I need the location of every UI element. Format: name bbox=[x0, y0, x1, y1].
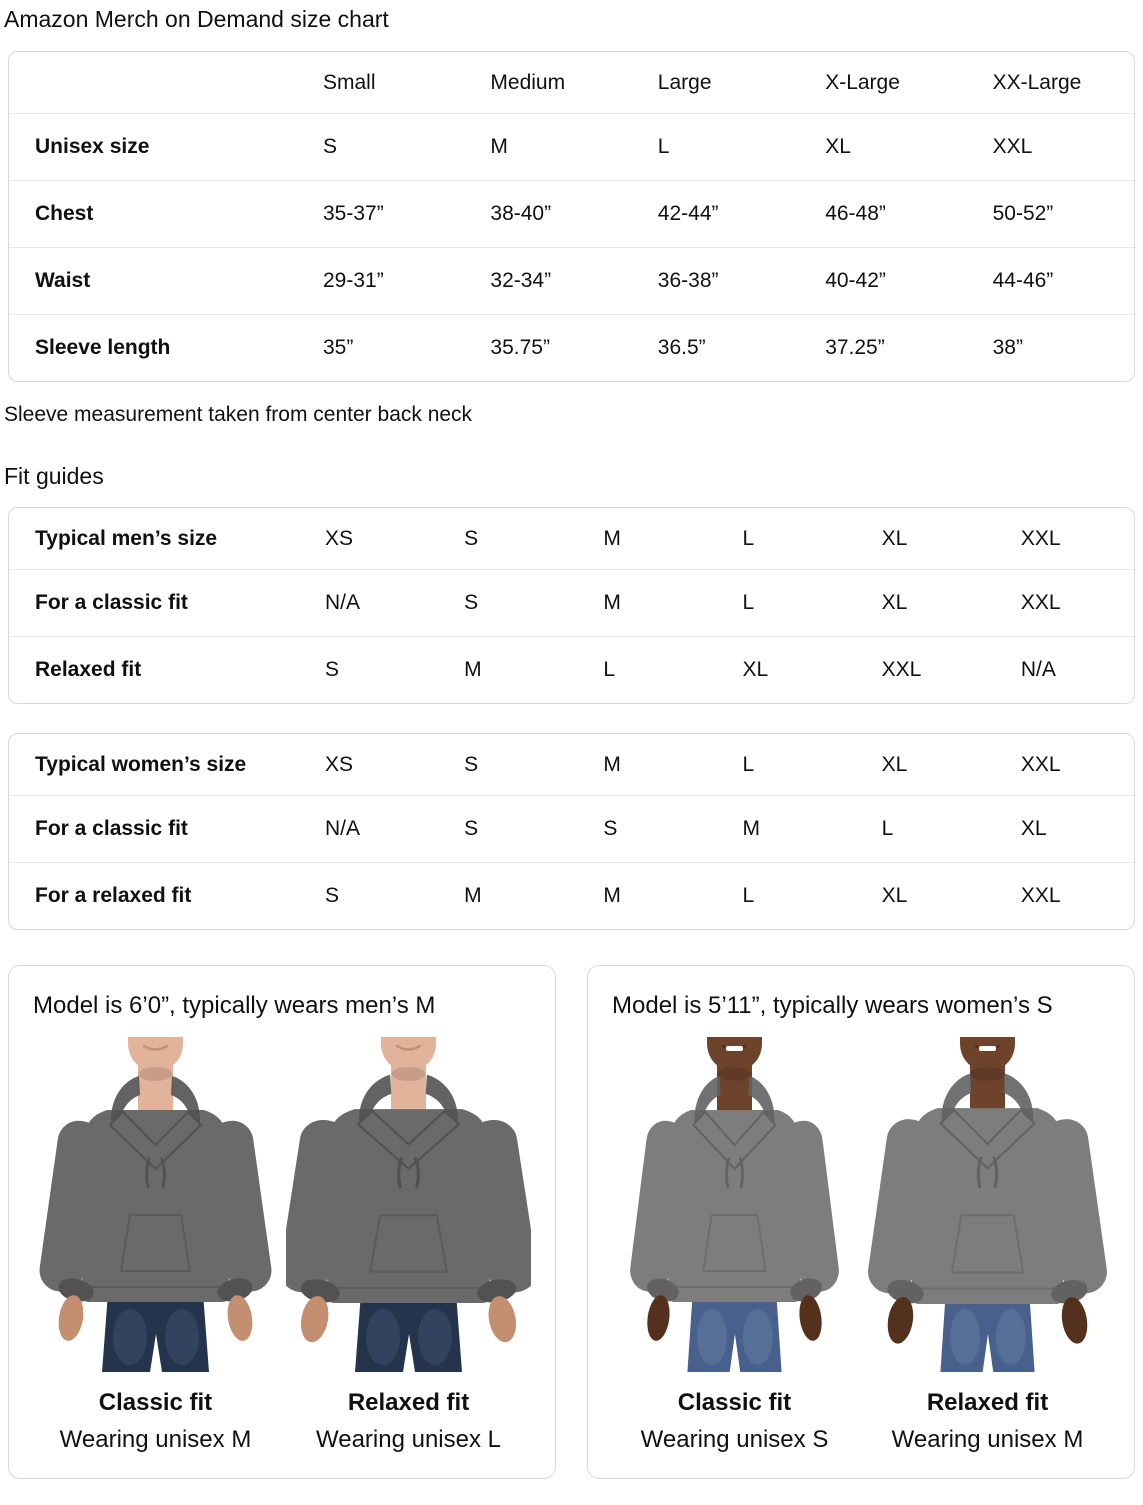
cell: XXL bbox=[1020, 752, 1061, 776]
table-row bbox=[9, 862, 1134, 929]
cell: L bbox=[881, 817, 894, 840]
cell: 38-40” bbox=[490, 202, 552, 225]
table-row bbox=[9, 180, 1134, 247]
cell: L bbox=[742, 526, 755, 550]
cell: XS bbox=[325, 526, 354, 550]
cell: XL bbox=[881, 526, 908, 550]
classic-fit-column bbox=[33, 1037, 278, 1454]
cell: L bbox=[742, 752, 755, 776]
cell: M bbox=[603, 526, 621, 550]
size-chart-page bbox=[0, 5, 1143, 1505]
cell: M bbox=[464, 884, 482, 907]
model-panels bbox=[8, 965, 1143, 1479]
row-label: Typical women’s size bbox=[35, 752, 247, 776]
fit-name: Relaxed fit bbox=[926, 1389, 1049, 1416]
cell: M bbox=[603, 884, 621, 907]
fit-wearing: Wearing unisex L bbox=[316, 1426, 501, 1453]
cell: N/A bbox=[325, 591, 361, 614]
table-row bbox=[9, 508, 1134, 569]
row-label: For a classic fit bbox=[35, 817, 188, 840]
column-header: XX-Large bbox=[992, 70, 1082, 94]
cell: S bbox=[464, 526, 479, 550]
fit-name: Classic fit bbox=[677, 1389, 792, 1416]
page-title: Amazon Merch on Demand size chart bbox=[4, 6, 389, 32]
cell: 35.75” bbox=[490, 336, 550, 359]
model-photo-women-relaxed bbox=[865, 1037, 1110, 1372]
cell: S bbox=[464, 752, 479, 776]
fit-guide-table-women bbox=[8, 733, 1135, 930]
cell: 50-52” bbox=[992, 202, 1054, 225]
table-row bbox=[9, 314, 1134, 381]
cell: 40-42” bbox=[825, 269, 886, 292]
cell: XXL bbox=[1020, 526, 1061, 550]
cell: M bbox=[603, 591, 621, 614]
cell: 38” bbox=[992, 336, 1023, 359]
cell: S bbox=[464, 591, 479, 614]
cell: XL bbox=[742, 658, 769, 681]
cell: L bbox=[742, 591, 755, 614]
model-photo-women-classic bbox=[612, 1037, 857, 1372]
cell: 29-31” bbox=[323, 269, 384, 292]
cell: N/A bbox=[325, 817, 361, 840]
table-row bbox=[9, 113, 1134, 180]
column-header: Small bbox=[323, 70, 376, 94]
cell: N/A bbox=[1020, 658, 1056, 681]
row-label: Sleeve length bbox=[35, 336, 171, 359]
cell: XL bbox=[825, 135, 851, 158]
cell: M bbox=[603, 752, 621, 776]
relaxed-fit-column bbox=[865, 1037, 1110, 1454]
cell: 35” bbox=[323, 336, 354, 359]
cell: S bbox=[325, 884, 340, 907]
cell: S bbox=[464, 817, 479, 840]
panel-title: Model is 5’11”, typically wears women’s S bbox=[612, 992, 1053, 1019]
cell: XS bbox=[325, 752, 354, 776]
cell: XL bbox=[881, 591, 908, 614]
model-photo-men-classic bbox=[33, 1037, 278, 1372]
panel-title: Model is 6’0”, typically wears men’s M bbox=[33, 992, 436, 1019]
classic-fit-column bbox=[612, 1037, 857, 1454]
cell: S bbox=[325, 658, 340, 681]
cell: L bbox=[657, 135, 670, 158]
sleeve-measurement-note: Sleeve measurement taken from center back neck bbox=[4, 403, 473, 426]
row-label: For a classic fit bbox=[35, 591, 188, 614]
fit-wearing: Wearing unisex M bbox=[59, 1426, 252, 1453]
row-label: Typical men’s size bbox=[35, 526, 218, 550]
column-header: Medium bbox=[490, 70, 566, 94]
row-label: Chest bbox=[35, 202, 94, 225]
cell: XL bbox=[881, 752, 908, 776]
model-panel-men bbox=[8, 965, 556, 1479]
row-label: Unisex size bbox=[35, 135, 150, 158]
fit-name: Classic fit bbox=[98, 1389, 213, 1416]
table-header-row bbox=[9, 52, 1134, 113]
cell: M bbox=[464, 658, 482, 681]
table-row bbox=[9, 734, 1134, 795]
fit-wearing: Wearing unisex M bbox=[891, 1426, 1084, 1453]
cell: XL bbox=[1020, 817, 1047, 840]
cell: 44-46” bbox=[992, 269, 1054, 292]
table-row bbox=[9, 636, 1134, 703]
cell: 36.5” bbox=[657, 336, 706, 359]
table-row bbox=[9, 569, 1134, 636]
model-panel-women bbox=[587, 965, 1135, 1479]
fit-wearing: Wearing unisex S bbox=[640, 1426, 829, 1453]
cell: 42-44” bbox=[657, 202, 719, 225]
cell: M bbox=[490, 135, 508, 158]
model-photo-men-relaxed bbox=[286, 1037, 531, 1372]
cell: L bbox=[742, 884, 755, 907]
column-header: X-Large bbox=[825, 70, 900, 94]
relaxed-fit-column bbox=[286, 1037, 531, 1454]
fit-guides-heading: Fit guides bbox=[4, 463, 104, 489]
cell: XXL bbox=[881, 658, 922, 681]
cell: L bbox=[603, 658, 616, 681]
cell: S bbox=[603, 817, 618, 840]
row-label: Waist bbox=[35, 269, 91, 292]
cell: 37.25” bbox=[825, 336, 885, 359]
fit-name: Relaxed fit bbox=[347, 1389, 470, 1416]
cell: S bbox=[323, 135, 338, 158]
cell: XXL bbox=[992, 135, 1033, 158]
cell: 35-37” bbox=[323, 202, 384, 225]
cell: 36-38” bbox=[657, 269, 719, 292]
cell: 32-34” bbox=[490, 269, 552, 292]
fit-guide-table-men bbox=[8, 507, 1135, 704]
cell: XXL bbox=[1020, 591, 1061, 614]
cell: XXL bbox=[1020, 884, 1061, 907]
column-header: Large bbox=[657, 70, 712, 94]
cell: XL bbox=[881, 884, 908, 907]
cell: 46-48” bbox=[825, 202, 886, 225]
cell: M bbox=[742, 817, 760, 840]
size-chart-table bbox=[8, 51, 1135, 382]
table-row bbox=[9, 247, 1134, 314]
table-row bbox=[9, 795, 1134, 862]
row-label: For a relaxed fit bbox=[35, 884, 192, 907]
row-label: Relaxed fit bbox=[35, 658, 142, 681]
